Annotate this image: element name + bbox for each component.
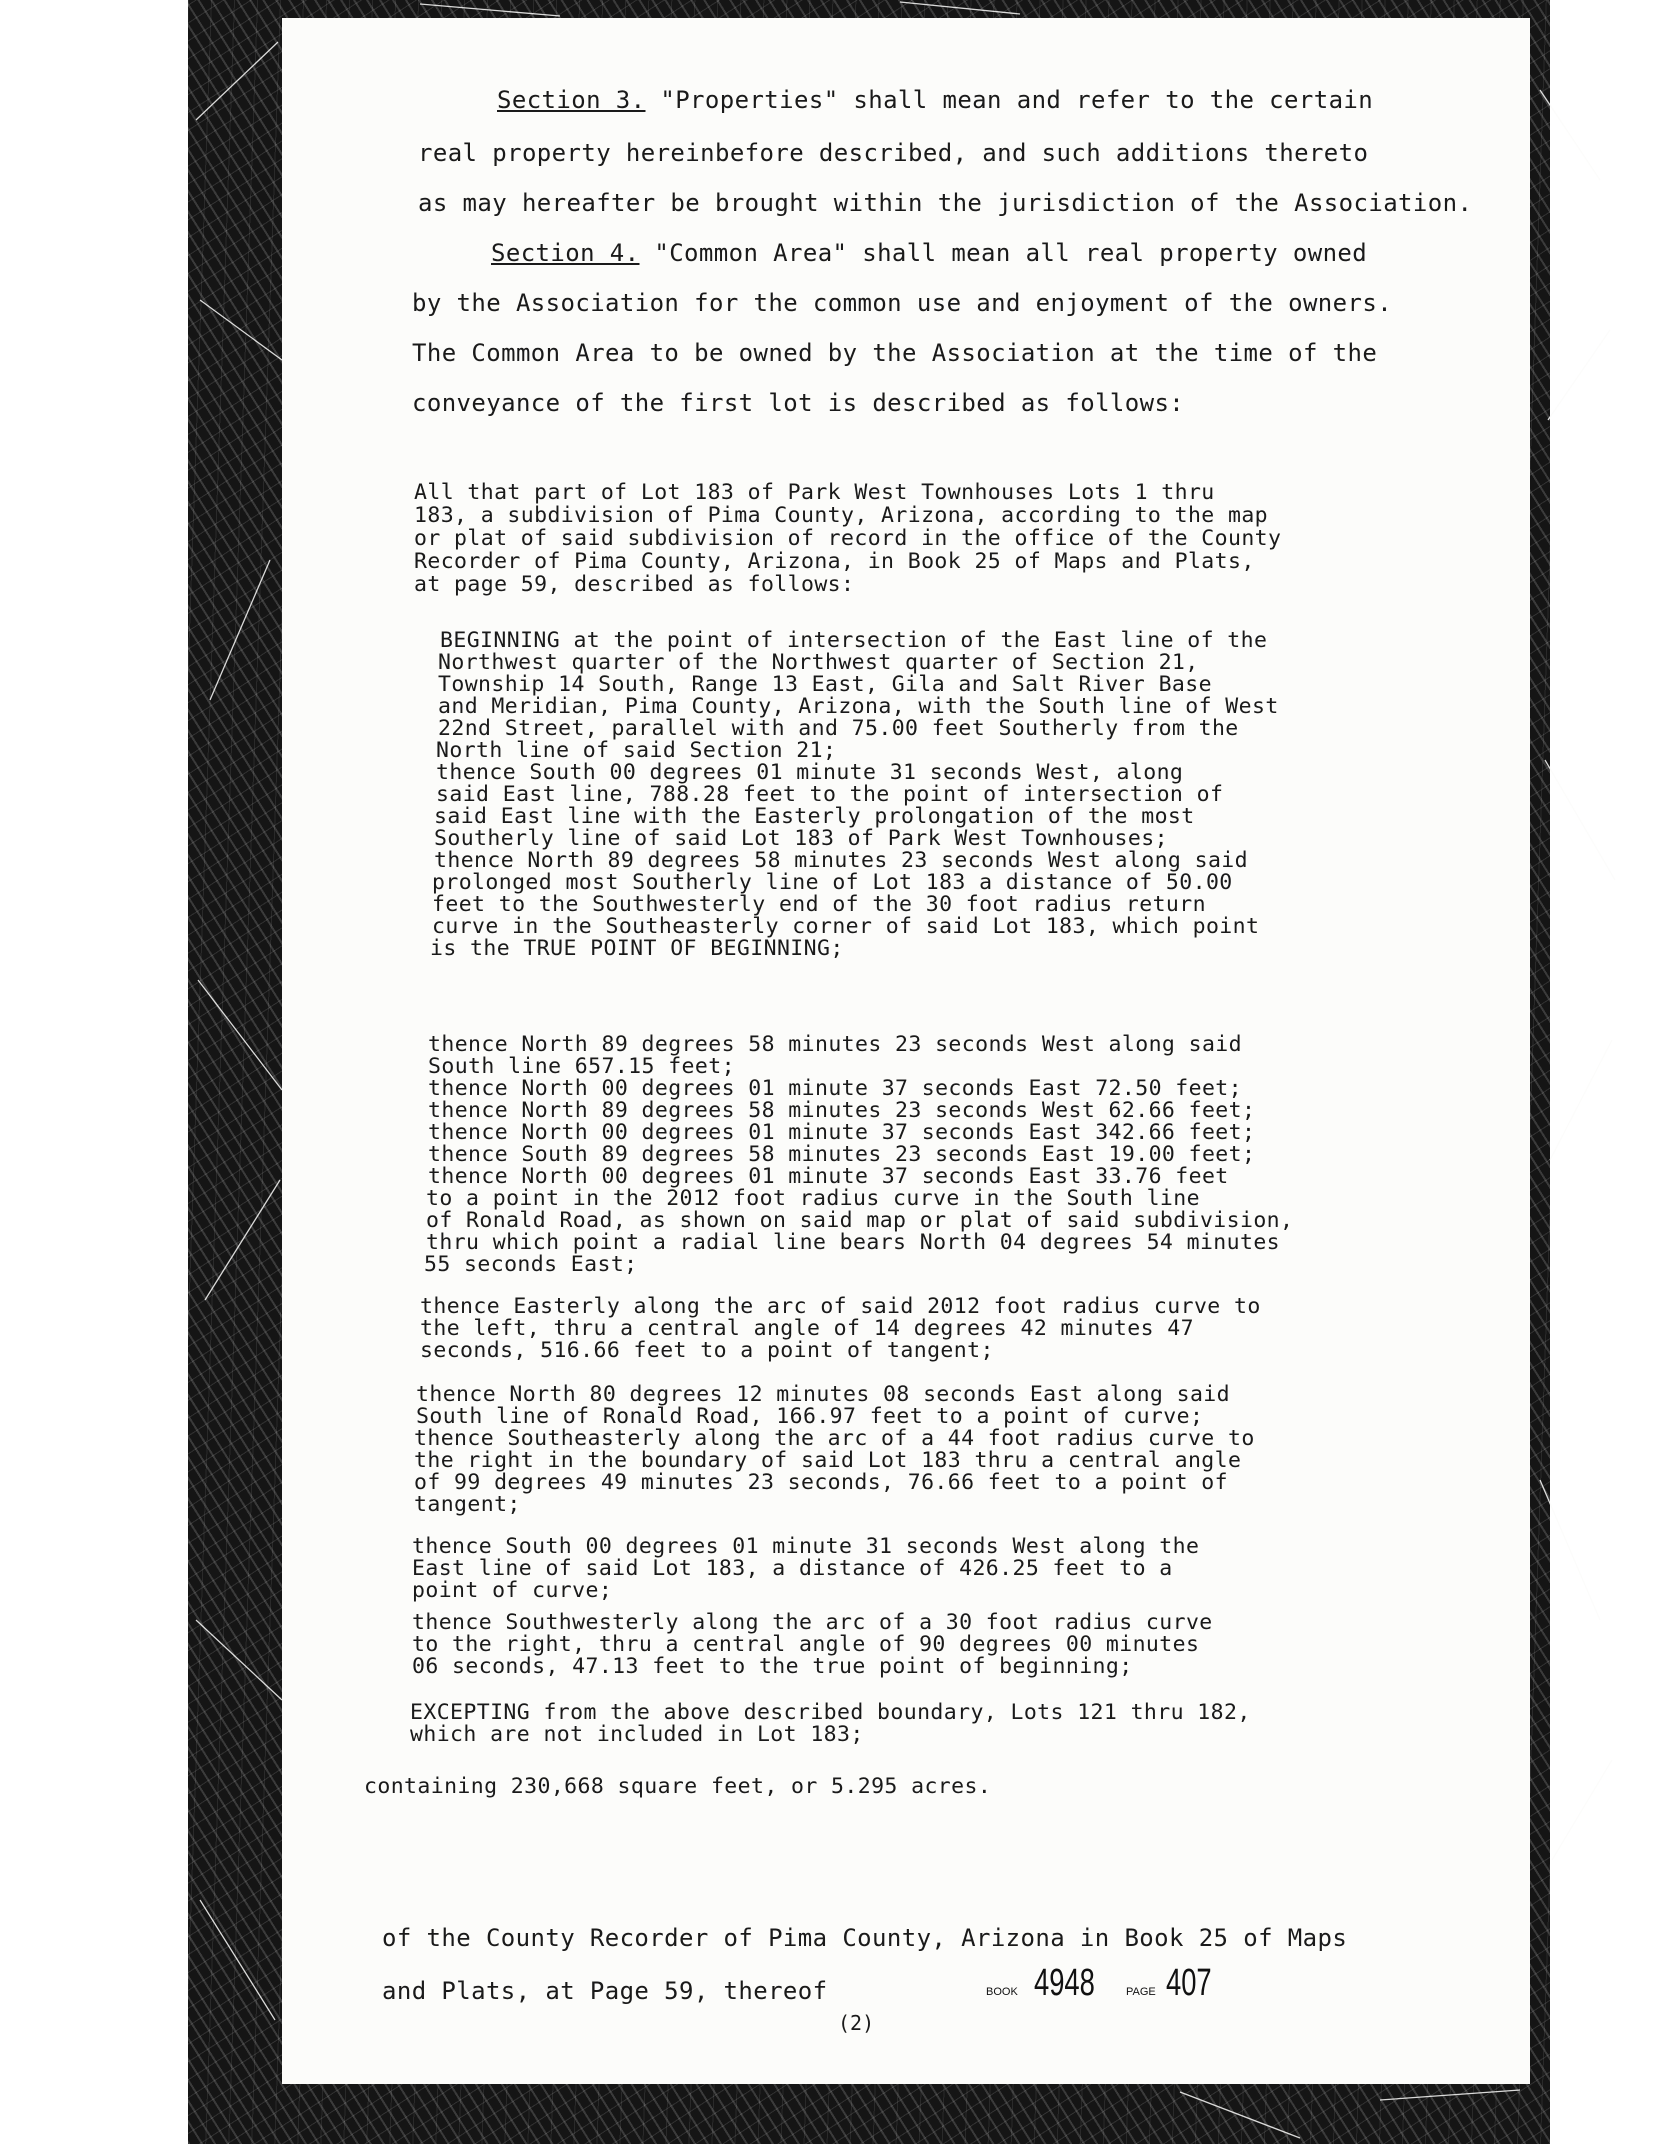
legal-intro-line: or plat of said subdivision of record in the office of the County	[414, 526, 1282, 551]
legal-intro-line: All that part of Lot 183 of Park West Townhouses Lots 1 thru	[414, 480, 1215, 505]
beginning-line: Township 14 South, Range 13 East, Gila and Salt River Base	[438, 672, 1212, 697]
course-line: of Ronald Road, as shown on said map or plat of said subdivision,	[426, 1208, 1294, 1233]
course-line: thence North 00 degrees 01 minute 37 seconds East 342.66 feet;	[428, 1120, 1256, 1145]
stamp-page-label: PAGE	[1126, 1986, 1156, 1998]
course-line: thru which point a radial line bears North 04 degrees 54 minutes	[426, 1230, 1281, 1255]
excepting-line: EXCEPTING from the above described boundary, Lots 121 thru 182,	[410, 1700, 1251, 1725]
beginning-line: curve in the Southeasterly corner of said Lot 183, which point	[432, 914, 1260, 939]
course-line: thence North 89 degrees 58 minutes 23 seconds West 62.66 feet;	[428, 1098, 1256, 1123]
section-4-line: by the Association for the common use and enjoyment of the owners.	[412, 289, 1393, 317]
course-line: thence South 89 degrees 58 minutes 23 seconds East 19.00 feet;	[428, 1142, 1256, 1167]
section-4-line: The Common Area to be owned by the Association at the time of the	[412, 339, 1378, 367]
beginning-line: BEGINNING at the point of intersection of the East line of the	[440, 628, 1268, 653]
beginning-line: and Meridian, Pima County, Arizona, with the South line of West	[438, 694, 1279, 719]
section-4-text: "Common Area" shall mean all real property owned	[639, 239, 1368, 267]
course-line: East line of said Lot 183, a distance of 426.25 feet to a	[412, 1556, 1173, 1581]
course-line: thence North 89 degrees 58 minutes 23 seconds West along said	[428, 1032, 1242, 1057]
course-line: to a point in the 2012 foot radius curve in the South line	[426, 1186, 1200, 1211]
beginning-line: said East line with the Easterly prolongation of the most	[434, 804, 1195, 829]
legal-intro-line: 183, a subdivision of Pima County, Arizona, according to the map	[414, 503, 1269, 528]
section-3-heading: Section 3.	[497, 86, 646, 114]
legal-intro-line: at page 59, described as follows:	[414, 572, 855, 597]
course-line: to the right, thru a central angle of 90 degrees 00 minutes	[412, 1632, 1200, 1657]
section-3-line	[497, 86, 1373, 114]
course-line: South line 657.15 feet;	[428, 1054, 735, 1079]
containing-area-line: containing 230,668 square feet, or 5.295 acres.	[364, 1774, 992, 1799]
course-line: the right in the boundary of said Lot 183 thru a central angle	[414, 1448, 1242, 1473]
section-3-text: "Properties" shall mean and refer to the certain	[645, 86, 1374, 114]
course-line: point of curve;	[412, 1578, 613, 1603]
course-line: thence North 80 degrees 12 minutes 08 seconds East along said	[416, 1382, 1230, 1407]
beginning-line: prolonged most Southerly line of Lot 183 a distance of 50.00	[432, 870, 1233, 895]
section-4-line	[491, 239, 1367, 267]
beginning-line: thence North 89 degrees 58 minutes 23 seconds West along said	[434, 848, 1248, 873]
beginning-line: Southerly line of said Lot 183 of Park West Townhouses;	[434, 826, 1168, 851]
excepting-line: which are not included in Lot 183;	[410, 1722, 864, 1747]
recorder-line: of the County Recorder of Pima County, Arizona in Book 25 of Maps	[382, 1924, 1348, 1952]
page-number: (2)	[838, 2011, 875, 2035]
beginning-line: is the TRUE POINT OF BEGINNING;	[430, 936, 844, 961]
course-line: thence North 00 degrees 01 minute 37 seconds East 33.76 feet	[428, 1164, 1229, 1189]
beginning-line: 22nd Street, parallel with and 75.00 feet Southerly from the	[438, 716, 1239, 741]
course-line: thence Easterly along the arc of said 2012 foot radius curve to	[420, 1294, 1261, 1319]
course-line: 06 seconds, 47.13 feet to the true point of beginning;	[412, 1654, 1133, 1679]
course-line: thence Southwesterly along the arc of a 30 foot radius curve	[412, 1610, 1213, 1635]
course-line: seconds, 516.66 feet to a point of tangent;	[420, 1338, 994, 1363]
recorder-line: and Plats, at Page 59, thereof	[382, 1977, 828, 2005]
section-3-line: real property hereinbefore described, and such additions thereto	[418, 139, 1369, 167]
section-4-line: conveyance of the first lot is described as follows:	[412, 389, 1185, 417]
section-3-line: as may hereafter be brought within the jurisdiction of the Association.	[418, 189, 1473, 217]
beginning-line: Northwest quarter of the Northwest quarter of Section 21,	[438, 650, 1199, 675]
beginning-line: feet to the Southwesterly end of the 30 foot radius return	[432, 892, 1206, 917]
stamp-page-number: 407	[1166, 1962, 1212, 2004]
course-line: the left, thru a central angle of 14 degrees 42 minutes 47	[420, 1316, 1194, 1341]
course-line: of 99 degrees 49 minutes 23 seconds, 76.66 feet to a point of	[414, 1470, 1228, 1495]
stamp-book-label: BOOK	[986, 1986, 1018, 1998]
beginning-line: said East line, 788.28 feet to the point of intersection of	[436, 782, 1224, 807]
course-line: tangent;	[414, 1492, 521, 1517]
legal-intro-line: Recorder of Pima County, Arizona, in Book 25 of Maps and Plats,	[414, 549, 1255, 574]
beginning-line: thence South 00 degrees 01 minute 31 seconds West, along	[436, 760, 1184, 785]
course-line: 55 seconds East;	[424, 1252, 638, 1277]
course-line: South line of Ronald Road, 166.97 feet to a point of curve;	[416, 1404, 1204, 1429]
stamp-book-number: 4948	[1034, 1962, 1095, 2004]
course-line: thence South 00 degrees 01 minute 31 seconds West along the	[412, 1534, 1200, 1559]
section-4-heading: Section 4.	[491, 239, 640, 267]
course-line: thence Southeasterly along the arc of a 44 foot radius curve to	[414, 1426, 1255, 1451]
course-line: thence North 00 degrees 01 minute 37 seconds East 72.50 feet;	[428, 1076, 1242, 1101]
beginning-line: North line of said Section 21;	[436, 738, 837, 763]
